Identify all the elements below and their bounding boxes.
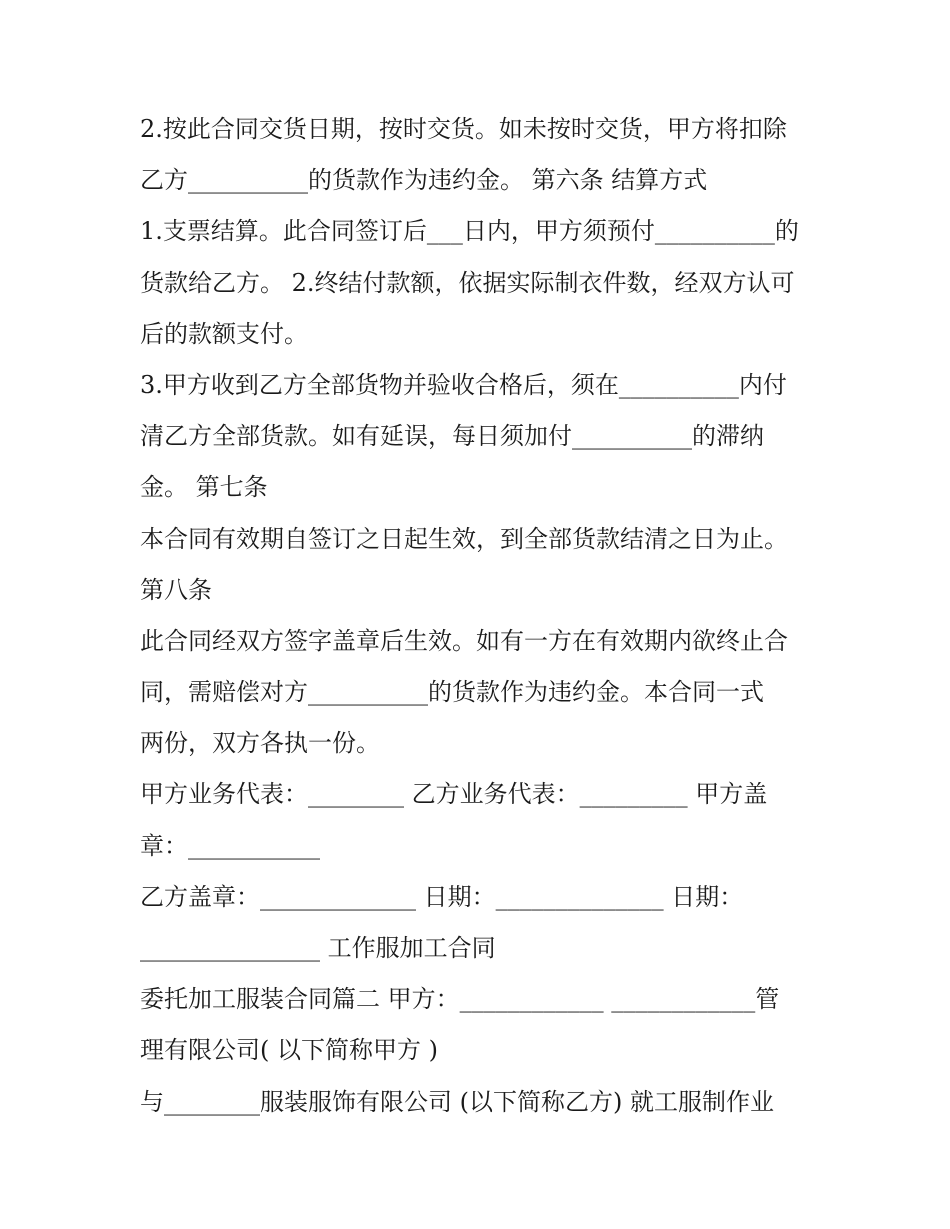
text-line: 甲方业务代表：________ 乙方业务代表：_________ 甲方盖	[140, 780, 768, 809]
text-line: 1.支票结算。此合同签订后___日内，甲方须预付__________的	[140, 217, 799, 246]
text-line: 本合同有效期自签订之日起生效，到全部货款结清之日为止。	[140, 524, 788, 553]
text-line: 同，需赔偿对方__________的货款作为违约金。本合同一式	[140, 678, 764, 707]
text-line: _______________ 工作服加工合同	[140, 934, 496, 962]
text-line: 3.甲方收到乙方全部货物并验收合格后，须在__________内付	[140, 370, 787, 399]
text-line: 两份，双方各执一份。	[140, 729, 380, 758]
text-line: 委托加工服装合同篇二 甲方：____________ ____________管	[140, 985, 780, 1014]
text-line: 此合同经双方签字盖章后生效。如有一方在有效期内欲终止合	[140, 626, 788, 655]
text-line: 乙方盖章：_____________ 日期：______________ 日期：	[140, 882, 744, 911]
text-line: 章：___________	[140, 831, 320, 860]
text-line: 第八条	[140, 575, 212, 604]
text-line: 后的款额支付。	[140, 319, 308, 348]
text-line: 理有限公司( 以下简称甲方 )	[140, 1036, 438, 1065]
text-line: 金。 第七条	[140, 473, 268, 502]
text-line: 清乙方全部货款。如有延误，每日须加付__________的滞纳	[140, 422, 764, 451]
text-line: 货款给乙方。 2.终结付款额，依据实际制衣件数，经双方认可	[140, 268, 795, 297]
contract-text	[140, 104, 830, 1128]
text-line: 乙方__________的货款作为违约金。 第六条 结算方式	[140, 166, 708, 195]
text-line: 与________服装服饰有限公司 (以下简称乙方) 就工服制作业	[140, 1087, 774, 1116]
text-line: 2.按此合同交货日期，按时交货。如未按时交货，甲方将扣除	[140, 115, 787, 143]
